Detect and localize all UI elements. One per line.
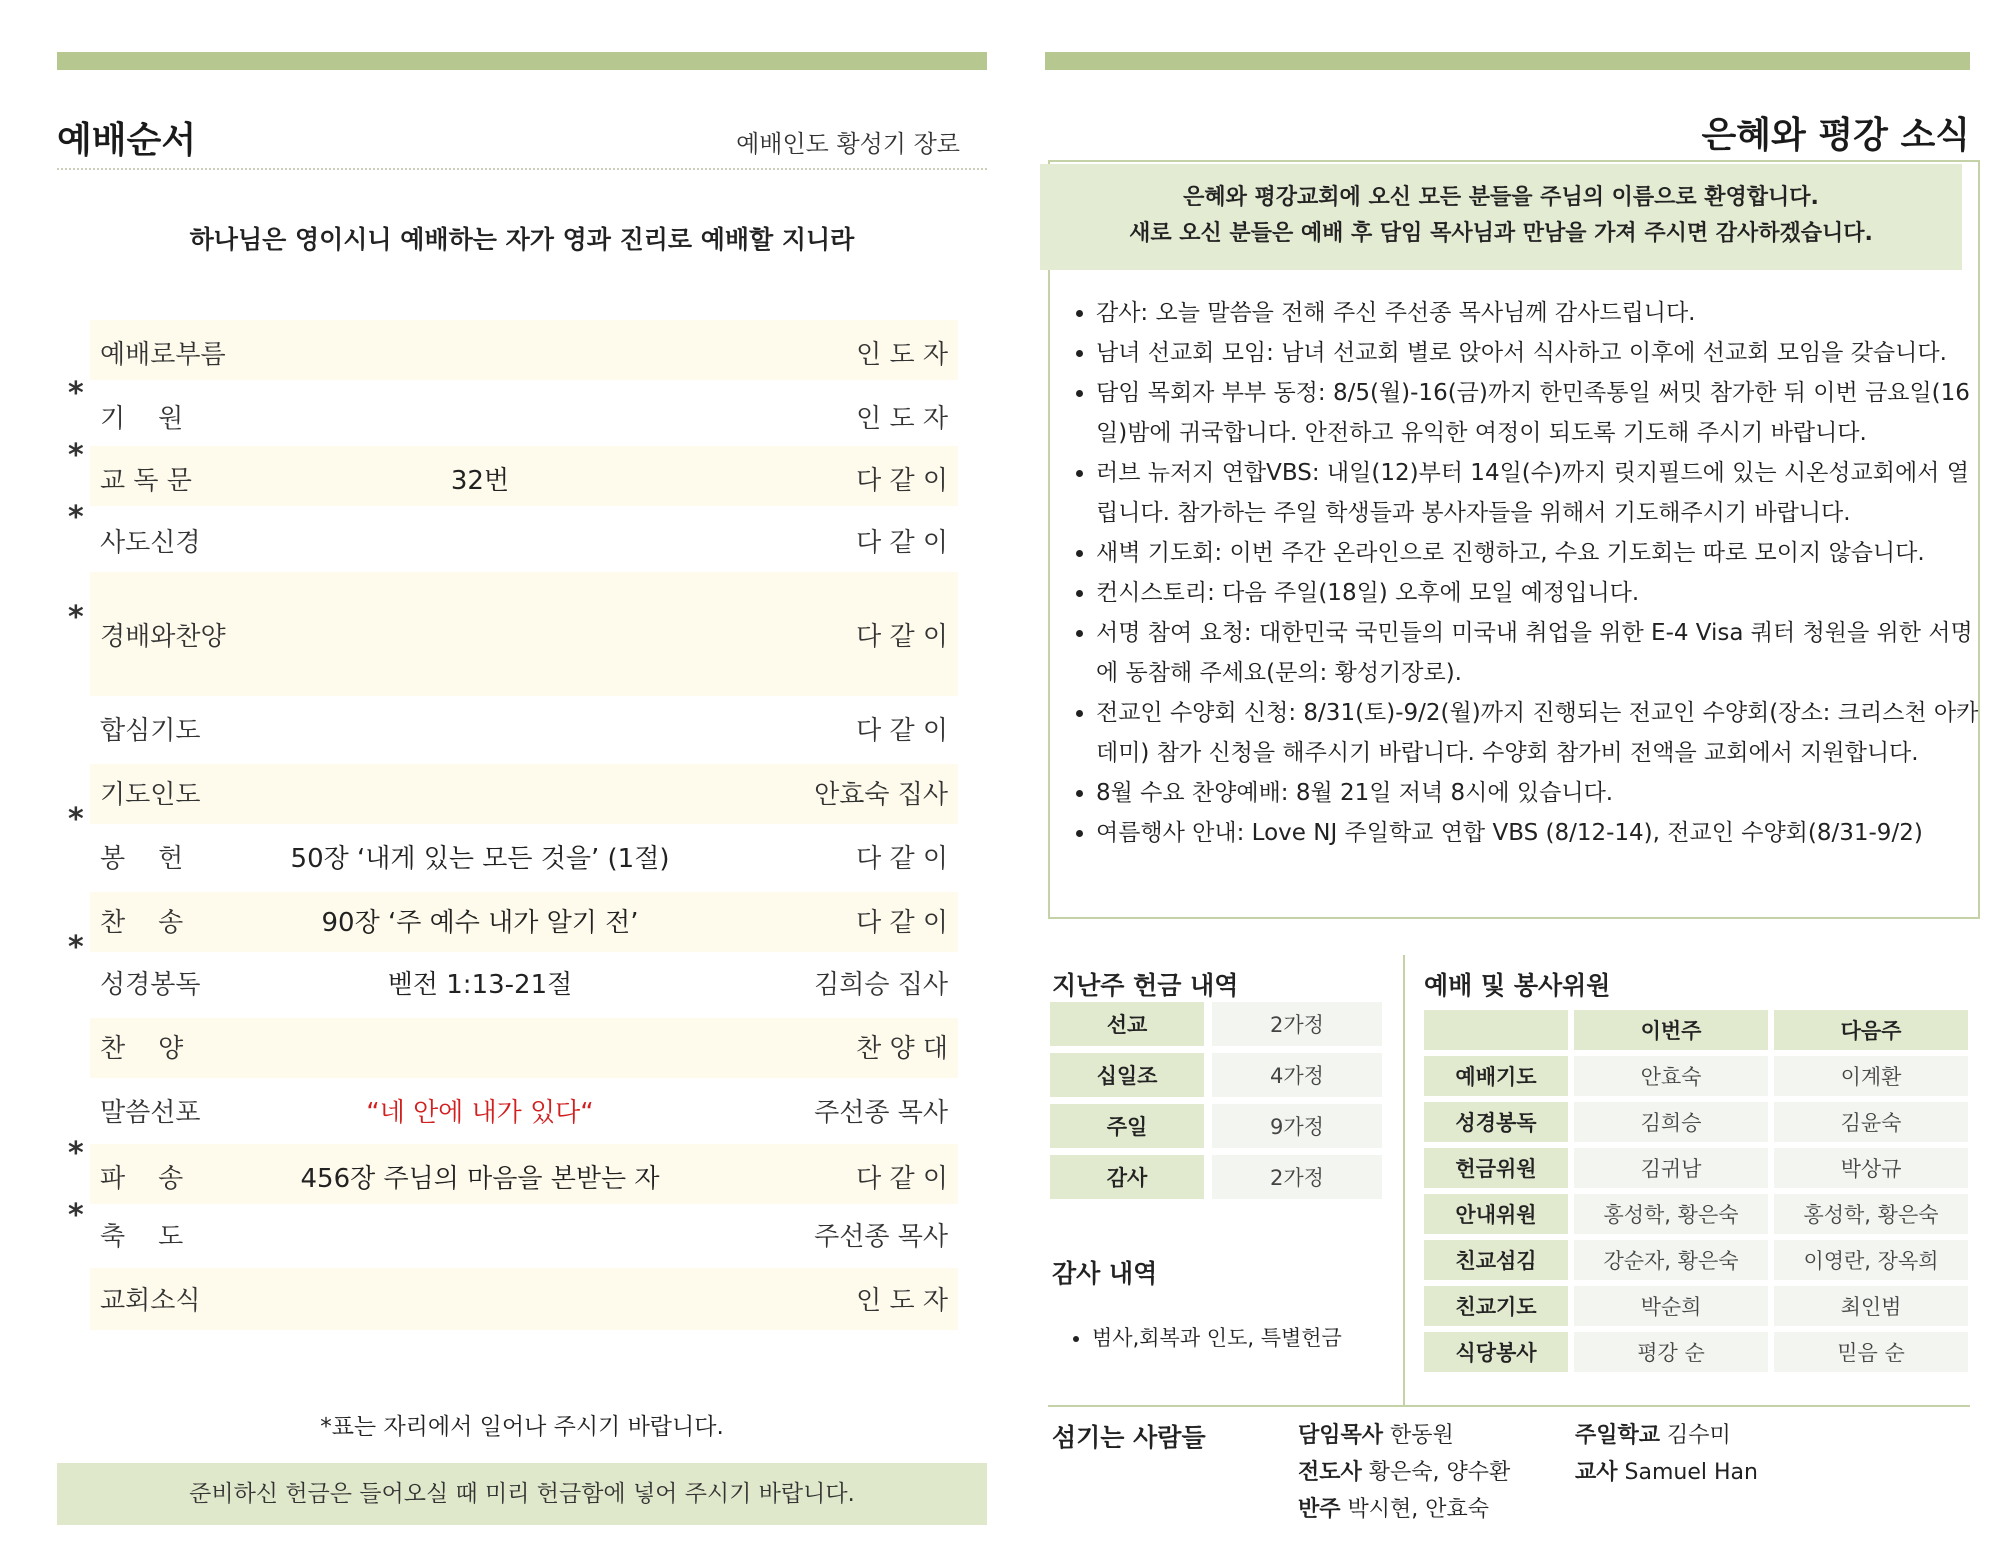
- title-divider: [57, 168, 987, 170]
- staff-names: 한동원: [1390, 1423, 1454, 1448]
- order-name: 사도신경: [100, 528, 201, 558]
- col-next-week: 다음주: [1774, 1010, 1968, 1050]
- this-week-person: 김희승: [1574, 1102, 1768, 1142]
- welcome-line-2: 새로 오신 분들은 예배 후 담임 목사님과 만남을 가져 주시면 감사하겠습니다.: [1129, 221, 1873, 246]
- order-name: 교회소식: [100, 1286, 201, 1316]
- staff-accompanist: [1298, 1492, 1489, 1523]
- left-top-bar: [57, 52, 987, 70]
- order-person: 안효숙 집사: [814, 780, 948, 810]
- staff-names: 박시현, 안효숙: [1347, 1497, 1490, 1522]
- stand-marker: *: [68, 438, 84, 473]
- order-person: 다 같 이: [856, 528, 948, 558]
- order-person: 주선종 목사: [814, 1222, 948, 1252]
- offering-label: 감사: [1050, 1155, 1204, 1199]
- servants-title: 섬기는 사람들: [1052, 1423, 1206, 1452]
- news-item: • 새벽 기도회: 이번 주간 온라인으로 진행하고, 수요 기도회는 따로 모이지 않습니다.: [1096, 533, 1986, 573]
- next-week-person: 박상규: [1774, 1148, 1968, 1188]
- order-detail: 32번: [450, 466, 510, 496]
- order-person: 인 도 자: [856, 1286, 948, 1316]
- volunteers-title: 예배 및 봉사위원: [1424, 971, 1611, 1000]
- staff-names: Samuel Han: [1624, 1460, 1758, 1485]
- role: 친교기도: [1424, 1286, 1568, 1326]
- news-list: [1070, 293, 1986, 853]
- order-row: [68, 1198, 958, 1268]
- order-row: [90, 1018, 958, 1078]
- volunteers-corner: [1424, 1010, 1568, 1050]
- order-name: 기 원: [100, 404, 184, 434]
- order-row: [68, 572, 958, 696]
- staff-sunday-school: [1575, 1418, 1731, 1449]
- staff-names: 황은숙, 양수환: [1368, 1460, 1511, 1485]
- offering-note-bar: 준비하신 헌금은 들어오실 때 미리 헌금함에 넣어 주시기 바랍니다.: [57, 1463, 987, 1525]
- order-row: [68, 802, 958, 888]
- order-row: [90, 700, 958, 760]
- stand-marker: *: [68, 802, 84, 837]
- offering-value: 9가정: [1212, 1104, 1382, 1148]
- staff-evangelist: [1298, 1455, 1510, 1486]
- order-row: [90, 320, 958, 380]
- this-week-person: 안효숙: [1574, 1056, 1768, 1096]
- next-week-person: 최인범: [1774, 1286, 1968, 1326]
- offering-label: 선교: [1050, 1002, 1204, 1046]
- worship-leader: 예배인도 황성기 장로: [736, 130, 960, 158]
- right-top-bar: [1045, 52, 1970, 70]
- order-detail: 50장 ‘내게 있는 모든 것을’ (1절): [290, 844, 670, 874]
- order-detail: 456장 주님의 마음을 본받는 자: [300, 1164, 660, 1194]
- order-person: 다 같 이: [856, 466, 948, 496]
- order-name: 경배와찬양: [100, 622, 226, 652]
- order-row: [68, 438, 958, 506]
- role: 식당봉사: [1424, 1332, 1568, 1372]
- offering-value: 2가정: [1212, 1002, 1382, 1046]
- staff-names: 김수미: [1667, 1423, 1731, 1448]
- news-item: • 감사: 오늘 말씀을 전해 주신 주선종 목사님께 감사드립니다.: [1096, 293, 1986, 333]
- col-this-week: 이번주: [1574, 1010, 1768, 1050]
- stand-marker: *: [68, 1136, 84, 1171]
- news-item: • 8월 수요 찬양예배: 8월 21일 저녁 8시에 있습니다.: [1096, 773, 1986, 813]
- order-name: 기도인도: [100, 780, 201, 810]
- order-row: [68, 930, 958, 1016]
- role: 예배기도: [1424, 1056, 1568, 1096]
- order-row: [90, 1268, 958, 1330]
- order-name: 합심기도: [100, 716, 201, 746]
- stand-marker: *: [68, 500, 84, 535]
- welcome-banner: [1040, 164, 1962, 270]
- this-week-person: 평강 순: [1574, 1332, 1768, 1372]
- order-row: [68, 500, 958, 568]
- staff-role: 담임목사: [1298, 1423, 1384, 1448]
- order-name: 봉 헌: [100, 844, 184, 874]
- sermon-title: “네 안에 내가 있다“: [366, 1098, 594, 1128]
- offering-value: 4가정: [1212, 1053, 1382, 1097]
- order-person: 인 도 자: [856, 340, 948, 370]
- order-name: 성경봉독: [100, 970, 201, 1000]
- role: 친교섬김: [1424, 1240, 1568, 1280]
- theme-verse: 하나님은 영이시니 예배하는 자가 영과 진리로 예배할 지니라: [189, 225, 855, 254]
- worship-title: 예배순서: [57, 120, 197, 161]
- staff-role: 반주: [1298, 1497, 1341, 1522]
- order-row: [90, 892, 958, 952]
- stand-marker: *: [68, 376, 84, 411]
- order-row: [68, 1136, 958, 1204]
- news-item: • 남녀 선교회 모임: 남녀 선교회 별로 앉아서 식사하고 이후에 선교회 모임을 갖습니다.: [1096, 333, 1986, 373]
- stand-marker: *: [68, 1198, 84, 1233]
- thanks-item: • 범사,회복과 인도, 특별헌금: [1092, 1322, 1342, 1352]
- order-name: 찬 송: [100, 908, 184, 938]
- offering-title: 지난주 헌금 내역: [1052, 971, 1239, 1000]
- welcome-line-1: 은혜와 평강교회에 오신 모든 분들을 주님의 이름으로 환영합니다.: [1183, 185, 1819, 210]
- next-week-person: 김윤숙: [1774, 1102, 1968, 1142]
- news-item: • 컨시스토리: 다음 주일(18일) 오후에 모일 예정입니다.: [1096, 573, 1986, 613]
- order-person: 다 같 이: [856, 716, 948, 746]
- staff-role: 교사: [1575, 1460, 1618, 1485]
- offering-value: 2가정: [1212, 1155, 1382, 1199]
- news-item: • 여름행사 안내: Love NJ 주일학교 연합 VBS (8/12-14), 전교인 수양회(8/31-9/2): [1096, 813, 1986, 853]
- next-week-person: 홍성학, 황은숙: [1774, 1194, 1968, 1234]
- order-person: 다 같 이: [856, 622, 948, 652]
- standing-note: *표는 자리에서 일어나 주시기 바랍니다.: [320, 1414, 724, 1440]
- order-person: 찬 양 대: [856, 1034, 948, 1064]
- order-person: 다 같 이: [856, 1164, 948, 1194]
- role: 성경봉독: [1424, 1102, 1568, 1142]
- order-name: 파 송: [100, 1164, 184, 1194]
- servants-divider: [1048, 1405, 1970, 1407]
- news-item: • 전교인 수양회 신청: 8/31(토)-9/2(월)까지 진행되는 전교인 수양회(장소: 크리스천 아카데미) 참가 신청을 해주시기 바랍니다. 수양회 참가비 전액을 교회에서 지원합니다.: [1096, 693, 1986, 773]
- order-detail: 90장 ‘주 예수 내가 알기 전’: [321, 908, 639, 938]
- order-person: 김희승 집사: [814, 970, 948, 1000]
- news-item: • 서명 참여 요청: 대한민국 국민들의 미국내 취업을 위한 E-4 Visa 쿼터 청원을 위한 서명에 동참해 주세요(문의: 황성기장로).: [1096, 613, 1986, 693]
- order-row: [90, 764, 958, 824]
- news-title: 은혜와 평강 소식: [1701, 115, 1970, 156]
- order-name: 찬 양: [100, 1034, 184, 1064]
- order-row: [90, 1082, 958, 1142]
- next-week-person: 이영란, 장옥희: [1774, 1240, 1968, 1280]
- order-name: 교 독 문: [100, 466, 192, 496]
- role: 헌금위원: [1424, 1148, 1568, 1188]
- order-name: 축 도: [100, 1222, 184, 1252]
- order-name: 예배로부름: [100, 340, 226, 370]
- column-divider: [1403, 955, 1405, 1405]
- staff-pastor: [1298, 1418, 1454, 1449]
- thanks-list: [1070, 1322, 1342, 1352]
- order-person: 인 도 자: [856, 404, 948, 434]
- order-detail: 벧전 1:13-21절: [387, 970, 573, 1000]
- staff-teacher: [1575, 1455, 1758, 1486]
- thanks-title: 감사 내역: [1052, 1259, 1158, 1288]
- order-person: 다 같 이: [856, 908, 948, 938]
- offering-label: 주일: [1050, 1104, 1204, 1148]
- this-week-person: 강순자, 황은숙: [1574, 1240, 1768, 1280]
- this-week-person: 박순희: [1574, 1286, 1768, 1326]
- news-item: • 담임 목회자 부부 동정: 8/5(월)-16(금)까지 한민족통일 써밋 참가한 뒤 이번 금요일(16일)밤에 귀국합니다. 안전하고 유익한 여정이 되도록 기도해 주시기 바랍니다.: [1096, 373, 1986, 453]
- news-item: • 러브 뉴저지 연합VBS: 내일(12)부터 14일(수)까지 릿지필드에 있는 시온성교회에서 열립니다. 참가하는 주일 학생들과 봉사자들을 위해서 기도해주시기 바랍니다.: [1096, 453, 1986, 533]
- role: 안내위원: [1424, 1194, 1568, 1234]
- this-week-person: 김귀남: [1574, 1148, 1768, 1188]
- order-name: 말씀선포: [100, 1098, 201, 1128]
- order-person: 주선종 목사: [814, 1098, 948, 1128]
- staff-role: 전도사: [1298, 1460, 1362, 1485]
- next-week-person: 믿음 순: [1774, 1332, 1968, 1372]
- next-week-person: 이계환: [1774, 1056, 1968, 1096]
- staff-role: 주일학교: [1575, 1423, 1661, 1448]
- this-week-person: 홍성학, 황은숙: [1574, 1194, 1768, 1234]
- stand-marker: *: [68, 930, 84, 965]
- order-person: 다 같 이: [856, 844, 948, 874]
- order-row: [68, 376, 958, 444]
- offering-label: 십일조: [1050, 1053, 1204, 1097]
- stand-marker: *: [68, 600, 84, 635]
